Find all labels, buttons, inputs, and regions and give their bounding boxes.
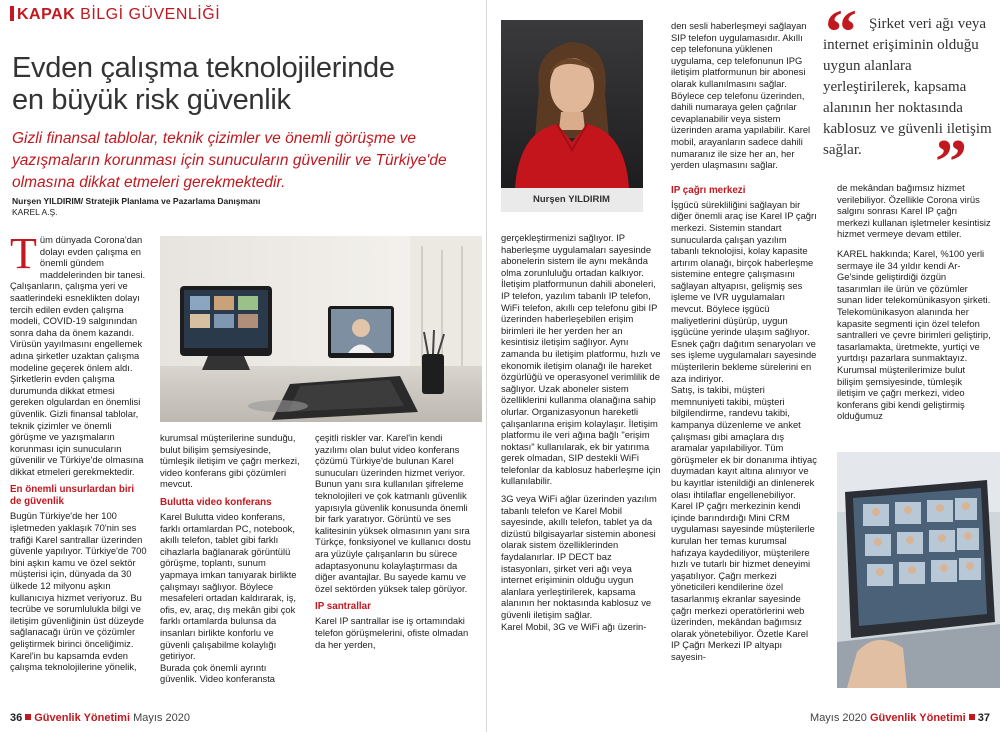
paragraph: kurumsal müşterilerine sunduğu, bulut bilişim şemsiyesinde, tümleşik iletişim ve çağrı merkezi, video konferans gibi çözümleri mevcut. — [160, 432, 300, 490]
issue-date: Mayıs 2020 — [810, 712, 867, 724]
paragraph: de mekândan bağımsız hizmet verilebiliyor. Özellikle Corona virüs salgını sonrası Karel IP çağrı merkezi kullanan işletmeler kesintisiz hizmet vermeye devam ettiler. — [837, 182, 991, 240]
intro-paragraph — [10, 234, 148, 477]
body-column-2 — [160, 432, 305, 696]
body-column-5 — [671, 20, 817, 696]
body-column-3 — [315, 432, 477, 696]
paragraph: Karel IP santrallar ise iş ortamındaki telefon görüşmelerini, ofiste olmadan da her yerden, — [315, 615, 469, 650]
page-number: 37 — [977, 712, 990, 724]
subhead-cloud-video: Bulutta video konferans — [160, 496, 272, 508]
right-page — [486, 0, 1000, 732]
paragraph: Burada çok önemli ayrıntı güvenlik. Video konferansta — [160, 661, 276, 685]
paragraph: Karel'in bu kapsamda evden çalışma teknolojilerine yönelik, — [10, 649, 137, 673]
paragraph: Bugün Türkiye'de her 100 işletmeden yaklaşık 70'nin ses trafiği Karel santrallar üzerinden güvenle yapılıyor. Türkiye'de 700 bini aşkın kamu ve özel sektör müşterisi için, dünyada da 30 ülkede 12 milyonu aşkın kullanıcıya hizmet veriyoruz. Bu tecrübe ve sorumlulukla bilgi ve iletişim güvenliğinin üst düzeyde sağlanacağı ürün ve çözümler geliştirmek birinci önceliğimiz. — [10, 510, 147, 649]
page-number: 36 — [10, 712, 23, 724]
body-column-6 — [837, 182, 991, 446]
paragraph: çeşitli riskler var. Karel'in kendi yazılımı olan bulut video konferans çözümü Türkiye'de bulunan Karel sunucuları üzerinden hizmet veriyor. Bunun yanı sıra kullanılan şifreleme teknolojileri ve çok katmanlı güvenlik yapısıyla güvenlik konusunda önemli bir fark yaratıyor. Görüntü ve ses kalitesinin yüksek olmasının yanı sıra Türkçe, fonksiyonel ve kullanıcı dostu ara yüzüyle çalışanların bu sürece adaptasyonunu kolaylaştırması da diğer avantajlar. Bu sayede kamu ve özel sektörden yüksek talep görüyor. — [315, 432, 471, 594]
subhead-ip-call-center: IP çağrı merkezi — [671, 184, 746, 196]
video-conference-devices-image — [160, 236, 482, 422]
section-kapak: KAPAK — [17, 6, 76, 23]
magazine-name: Güvenlik Yönetimi — [34, 712, 131, 724]
paragraph: Karel Bulutta video konferans, farklı ortamlardan PC, notebook, akıllı telefon, tablet gibi farklı cihazlarla bağlanarak görüntülü görüşme, toplantı, sunum yapmaya imkan tanıyarak birlikte çalışmayı sağlıyor. Böylece mesafeleri ortadan kaldırarak, iş, ofis, ev, araç, dış mekân gibi çok farklı ortamlarda bulunsa da insanları birlikte konforlu ve güvenli çalışabilme kolaylığı getiriyor. — [160, 510, 297, 662]
folio-right — [810, 712, 990, 724]
section-marker — [10, 6, 14, 21]
subhead-ip-pbx: IP santrallar — [315, 601, 371, 613]
folio-square-icon — [969, 714, 975, 720]
body-column-4 — [501, 232, 661, 696]
body-column-1 — [10, 234, 148, 696]
byline-org: KAREL A.Ş. — [12, 207, 58, 217]
quote-open-icon: “ — [825, 0, 857, 67]
laptop-video-call-image — [837, 452, 1000, 688]
paragraph: Satış, is takibi, müşteri memnuniyeti takibi, müşteri bilgilendirme, randevu takibi, kampanya düzenleme ve anket çalışması gibi amaçlara dış aramalar yapılabiliyor. Tüm görüşmeler ek bir donanıma ihtiyaç duymadan kayıt altına alınıyor ve bu kayıtlar istenildiği an dinlenerek olası ihtilaflar engellenebiliyor. Karel IP çağrı merkezinin kendi içinde barındırdığı Mini CRM uygulaması sayesinde müşterilerle kurulan her temas kurumsal hafızaya kaydediliyor, müşterilere hızlı ve tutarlı bir hizmet deneyimi yaşatılıyor. Çağrı merkezi yöneticileri kendilerine özel tasarlanmış ekranlar sayesinde çağrı merkezi operatörlerini web üzerinden, mekândan bağımsız olarak yönetebiliyor. Özetle Karel IP Çağrı Merkezi IP altyapı sayesin- — [671, 384, 817, 662]
portrait-photo — [501, 20, 643, 188]
section-name: BİLGİ GÜVENLİĞİ — [80, 6, 221, 23]
left-page — [0, 0, 486, 732]
deck: Gizli finansal tablolar, teknik çizimler ve önemli görüşme ve yazışmaların korunması için sunucuların güvenilir ve Türkiye'de olmasına dikkat etmeleri gerekmektedir. — [12, 130, 447, 191]
headline-line-2: en büyük risk güvenlik — [12, 84, 291, 116]
paragraph: den sesli haberleşmeyi sağlayan SIP telefon uygulamasıdır. Akıllı cep telefonuna yüklenen uygulama, cep telefonunun IPG iletişim platformunun bir abonesi olarak kullanılmasını sağlar. Böylece cep telefonu üzerinden, dahili numaraya gelen çağrılar cevaplanabilir veya sistem üzerinden arama yapılabilir. Karel mobil, arayanların sadece dahili numaranız ile size her an, her yerden ulaşmasını sağlar. — [671, 20, 811, 171]
paragraph: Karel Mobil, 3G ve WiFi ağı üzerin- — [501, 620, 647, 632]
folio-left — [10, 712, 190, 724]
headline — [12, 52, 482, 116]
intro-text: üm dünyada Corona'dan dolayı evden çalışma en önemli gündem maddelerinden bir tanesi. Çalışanların, çalışma yeri ve saatlerindeki esneklikten dolayı tercih edilen evden çalışma modeli, COVID-19 salgınından sonra daha da önem kazandı. Virüsün yayılmasını engellemek adına şirketler uzaktan çalışma modeline geçerek önlem aldı. Şirketlerin evden çalışma durumunda dikkat etmesi gereken olgulardan en önemlisi güvenlik. Gizli finansal tablolar, teknik çizimler ve önemli görüşme ve yazışmaların korunması için sunucuların güvenilir ve Türkiye'de olmasına dikkat etmeleri gerekmektedir. — [10, 234, 146, 477]
paragraph: gerçekleştirmenizi sağlıyor. IP haberleşme uygulamaları sayesinde abonelerin sistem ile aynı mekânda olma zorunluluğu ortadan kalkıyor. İletişim platformunun dahili aboneleri, IP telefon, yazılım tabanlı IP telefon, WiFi telefon, akıllı cep telefonu gibi IP üzerinden haberleşebilen erişim birimleri ile her yerden her an kesintisiz iletişim sağlıyor. Aynı zamanda bu iletişim platformu, hızlı ve ekonomik iletişim olanağı ile hareket özgürlüğü ve operasyonel verimlilik de sağlıyor. Uzak aboneler sistem özelliklerini kullanma olanağına sahip olurlar. Organizasyonun hareketli çalışanlarına erişim kolaylaşır. İletişim platformu ile veri ağına bağlı "erişim noktası" kullanılarak, ek bir yatırıma gerek olmadan, SIP destekli WiFi telefonlar da kablosuz haberleşme için kullanılabilir. — [501, 232, 661, 487]
product-photo — [160, 236, 482, 422]
paragraph: İşgücü sürekliliğini sağlayan bir diğer önemli araç ise Karel IP çağrı merkezi. Sistemin standart sunucularda çalışan yazılım tabanlı teknolojisi, kolay kapasite artırım olanağı, birçok haberleşme sistemine entegre çalışmasını sağlayan altyapısı, gelişmiş ses işleme ve IVR uygulamaları mevcut. Böylece işgücü maliyetlerini düşürüp, uygun işgücüne yerinde ulaşım sağlıyor. Esnek çağrı dağıtım senaryoları ve ses işleme uygulamaları sayesinde müşterilerin bekleme sürelerini en aza indiriyor. — [671, 198, 817, 384]
portrait-caption: Nurşen YILDIRIM — [501, 188, 643, 212]
magazine-name: Güvenlik Yönetimi — [869, 712, 966, 724]
portrait-image — [501, 20, 643, 188]
pull-quote: Şirket veri ağı veya internet erişiminin olduğu uygun alanlara yerleştirilerek, kapsama alanının her noktasında kablosuz ve güvenli iletişim sağlar. — [823, 16, 992, 158]
byline-name: Nurşen YILDIRIM/ Stratejik Planlama ve Pazarlama Danışmanı — [12, 196, 261, 206]
byline — [12, 196, 482, 218]
dropcap: T — [10, 234, 37, 278]
headline-line-1: Evden çalışma teknolojilerinde — [12, 52, 395, 84]
subhead-security: En önemli unsurlardan biri de güvenlik — [10, 484, 135, 508]
folio-square-icon — [25, 714, 31, 720]
paragraph: 3G veya WiFi ağlar üzerinden yazılım tabanlı telefon ve Karel Mobil sayesinde, akıllı telefon, tablet ya da dizüstü bilgisayarlar sistemin abonesi olarak sistem özelliklerinden faydalanırlar. IP DECT baz istasyonları, şirket veri ağı veya internet erişiminin olduğu uygun alanlara yerleştirilerek, kapsama alanının her noktasında kablosuz ve güvenli iletişim sağlar. — [501, 493, 657, 620]
quote-close-icon: ” — [935, 126, 967, 197]
issue-date: Mayıs 2020 — [133, 712, 190, 724]
laptop-video-call-photo — [837, 452, 1000, 688]
section-tag — [10, 6, 220, 24]
paragraph: KAREL hakkında; Karel, %100 yerli sermaye ile 34 yıldır kendi Ar-Ge'sinde geliştirdiği özgün tasarımları ile ürün ve çözümler sunan lider telekomünikasyon şirketi. Telekomünikasyon alanında her kapasite segmenti için özel telefon santralleri ve çevre birimleri geliştirip, tasarlamakta, üretmekte, yurtiçi ve yurtdışı pazarlara sunmaktayız. Kurumsal müşterilerimize bulut bilişim şemsiyesinde, tümleşik iletişim ve çağrı merkezi, video konferans gibi kendi geliştirmiş olduğumuz — [837, 247, 991, 422]
